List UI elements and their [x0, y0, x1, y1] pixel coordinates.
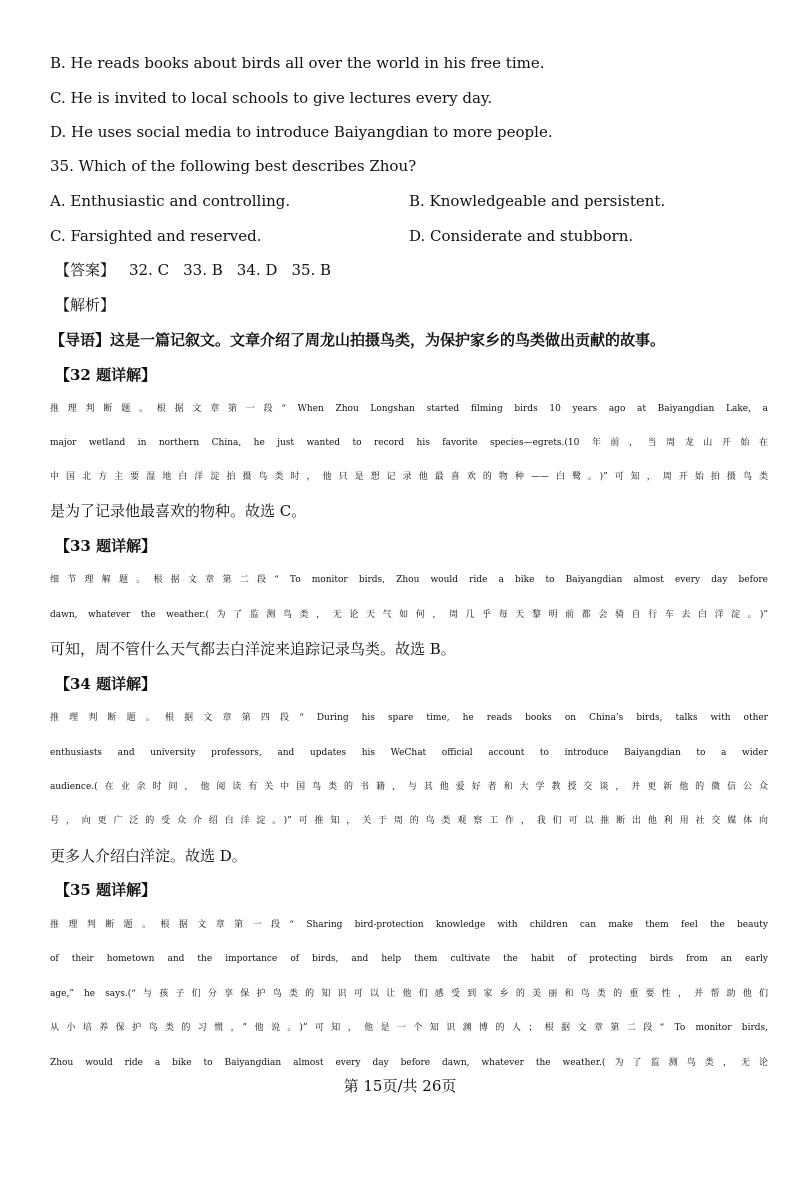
detail-34-line: 更多人介绍白洋淀。故选 D。	[50, 847, 247, 865]
answer-item: 33. B	[183, 261, 223, 279]
detail-35-title: 【35 题详解】	[55, 881, 157, 899]
detail-34-line: audience.(在业余时间，他阅读有关中国鸟类的书籍，与其他爱好者和大学教授交谈，并更新他的微信公众	[50, 782, 768, 792]
page-number-footer: 第 15页/共 26页	[343, 1077, 457, 1095]
detail-33-line: 可知，周不管什么天气都去白洋淀来追踪记录鸟类。故选 B。	[50, 640, 456, 658]
answer-label: 【答案】	[55, 261, 116, 279]
answer-item: 34. D	[236, 261, 278, 279]
detail-34-line: 号，向更广泛的受众介绍白洋淀。)”可推知，关于周的鸟类观察工作，我们可以推断出他利用社交媒体向	[50, 816, 768, 826]
option-34-c: C. He is invited to local schools to give lectures every day.	[50, 89, 493, 107]
option-35-a: A. Enthusiastic and controlling.	[50, 192, 291, 210]
detail-34-line: enthusiasts and university professors, and updates his WeChat official account to introduce Baiyangdian to a wider	[50, 748, 768, 758]
option-35-c: C. Farsighted and reserved.	[50, 227, 262, 245]
answer-row	[55, 260, 345, 280]
option-34-d: D. He uses social media to introduce Baiyangdian to more people.	[50, 123, 553, 141]
option-35-b: B. Knowledgeable and persistent.	[409, 192, 666, 210]
detail-32-line: 中国北方主要湿地白洋淀拍摄鸟类时，他只是想记录他最喜欢的物种——白鹭。)”可知，周开始拍摄鸟类	[50, 472, 768, 482]
answer-item: 35. B	[291, 261, 332, 279]
detail-33-title: 【33 题详解】	[55, 537, 157, 555]
answer-item: 32. C	[129, 261, 170, 279]
detail-35-line: 推理判断题。根据文章第一段“ Sharing bird-protection knowledge with children can make them feel the beauty	[50, 920, 768, 930]
detail-34-line: 推理判断题。根据文章第四段“ During his spare time, he reads books on China’s birds, talks with other	[50, 713, 768, 723]
detail-32-title: 【32 题详解】	[55, 366, 157, 384]
detail-32-line: 是为了记录他最喜欢的物种。故选 C。	[50, 502, 307, 520]
intro-paragraph: 【导语】这是一篇记叙文。文章介绍了周龙山拍摄鸟类，为保护家乡的鸟类做出贡献的故事。	[50, 331, 666, 349]
option-34-b: B. He reads books about birds all over the world in his free time.	[50, 54, 545, 72]
detail-32-line: major wetland in northern China, he just wanted to record his favorite species—egrets.(10 年前，当周龙山开始在	[50, 438, 768, 448]
analysis-label: 【解析】	[55, 296, 116, 314]
detail-33-line: 细节理解题。根据文章第二段“ To monitor birds, Zhou would ride a bike to Baiyangdian almost every day before	[50, 575, 768, 585]
detail-35-line: 从小培养保护鸟类的习惯，”他说。)”可知，他是一个知识渊博的人；根据文章第二段“ To monitor birds,	[50, 1023, 768, 1033]
detail-35-line: age,” he says.(“与孩子们分享保护鸟类的知识可以让他们感受到家乡的美丽和鸟类的重要性，并帮助他们	[50, 989, 768, 999]
option-35-d: D. Considerate and stubborn.	[409, 227, 634, 245]
detail-35-line: Zhou would ride a bike to Baiyangdian almost every day before dawn, whatever the weather.(为了监测鸟类，无论	[50, 1058, 768, 1068]
detail-33-line: dawn, whatever the weather.(为了监测鸟类，无论天气如何，周几乎每天黎明前都会骑自行车去白洋淀。)”	[50, 610, 768, 620]
detail-34-title: 【34 题详解】	[55, 675, 157, 693]
question-35: 35. Which of the following best describes Zhou?	[50, 157, 417, 175]
detail-32-line: 推理判断题。根据文章第一段“ When Zhou Longshan started filming birds 10 years ago at Baiyangdian Lake, a	[50, 404, 768, 414]
detail-35-line: of their hometown and the importance of birds, and help them cultivate the habit of protecting birds from an early	[50, 954, 768, 964]
